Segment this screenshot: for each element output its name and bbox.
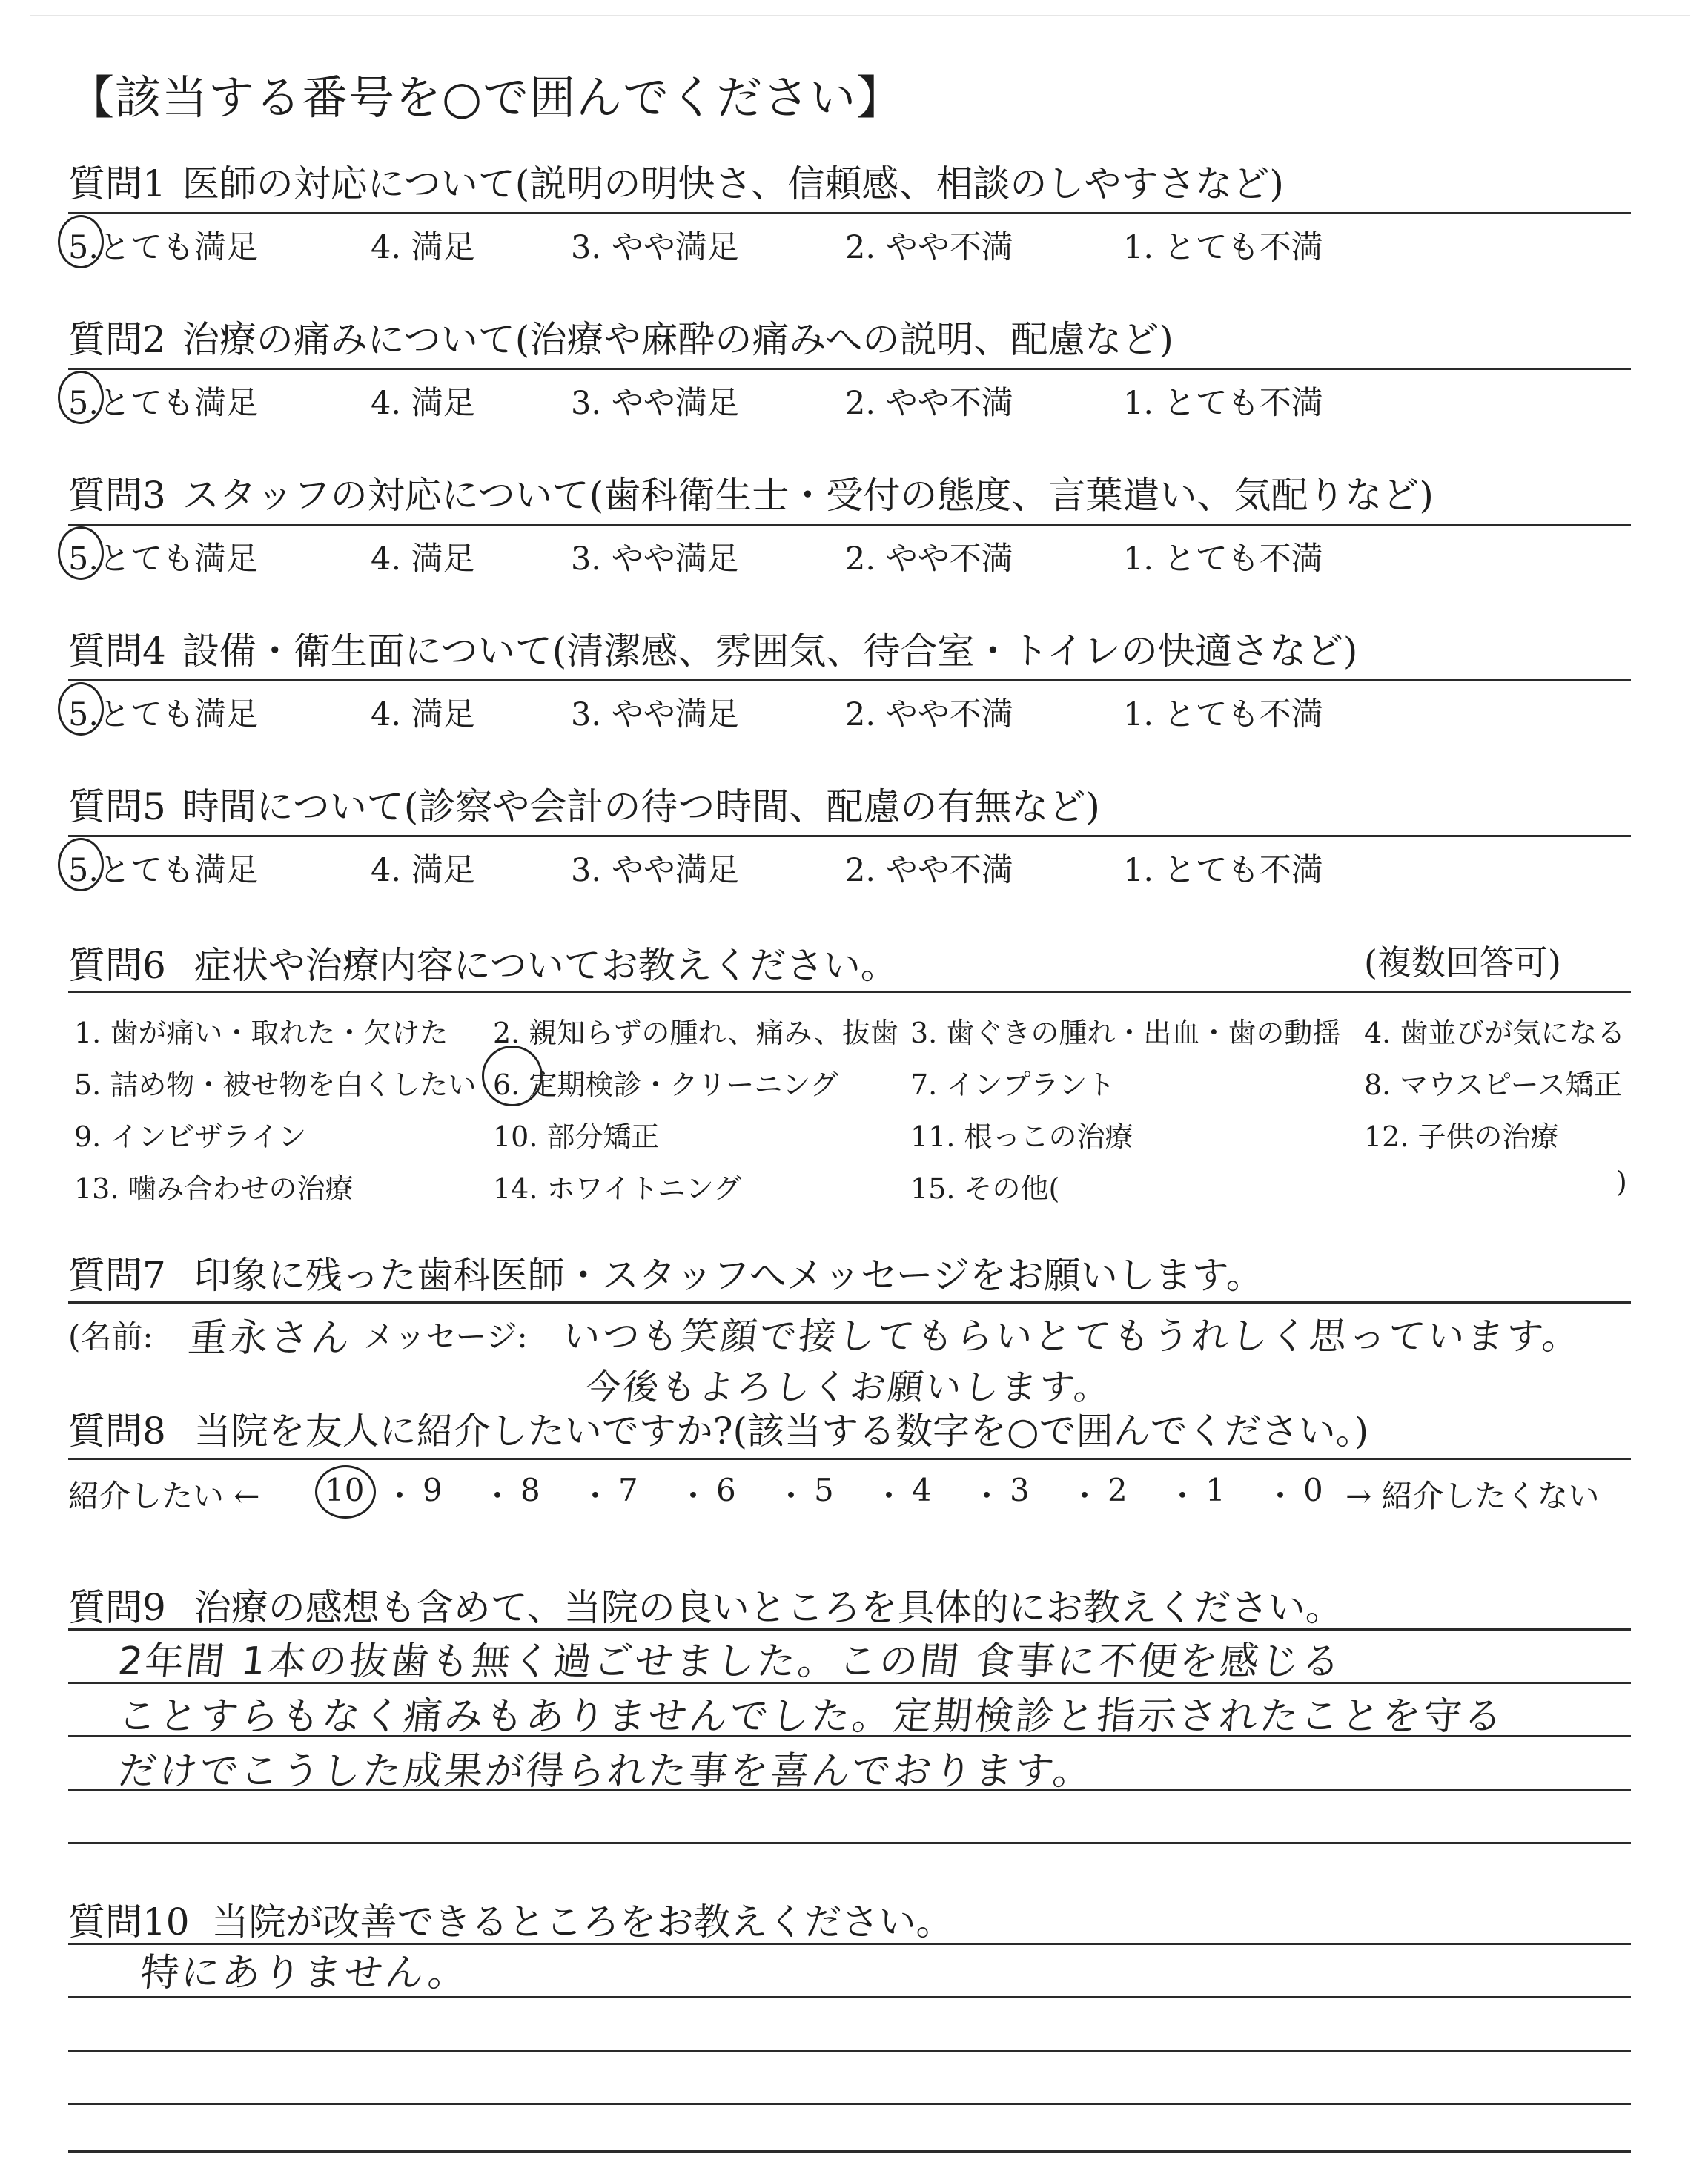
q2-selection-circle xyxy=(58,371,104,424)
q8-scale-separator: ・ xyxy=(1265,1478,1297,1514)
q7-name-label: (名前: xyxy=(68,1318,153,1355)
q4-title xyxy=(68,621,1357,675)
q3-option-2[interactable]: 2. やや不満 xyxy=(845,541,1013,578)
q8-scale-separator: ・ xyxy=(873,1478,905,1514)
q7-title xyxy=(68,1246,1263,1299)
q8-scale-2[interactable]: 2 xyxy=(1108,1472,1128,1508)
q3-title xyxy=(68,466,1434,519)
q4-text: 設備・衛生面について(清潔感、雰囲気、待合室・トイレの快適さなど) xyxy=(182,630,1358,673)
q1-title xyxy=(68,154,1284,208)
q6-option-2[interactable]: 2. 親知らずの腫れ、痛み、抜歯 xyxy=(493,1017,898,1049)
q3-selection-circle xyxy=(58,526,104,580)
q8-scale-separator: ・ xyxy=(775,1478,807,1514)
q2-text: 治療の痛みについて(治療や麻酔の痛みへの説明、配慮など) xyxy=(182,318,1174,361)
q8-scale-7[interactable]: 7 xyxy=(618,1472,638,1508)
page-heading: 【該当する番号を○で囲んでください】 xyxy=(68,70,904,125)
q5-option-5[interactable]: 5.とても満足 xyxy=(68,852,259,889)
q8-scale-separator: ・ xyxy=(580,1478,612,1514)
q3-option-5[interactable]: 5.とても満足 xyxy=(68,541,259,578)
q4-selection-circle xyxy=(58,682,104,736)
q3-rule xyxy=(68,524,1631,526)
q7-label: 質問7 xyxy=(68,1254,166,1297)
q7-message-line2: 今後もよろしくお願いします。 xyxy=(583,1367,1114,1408)
q7-message-label: メッセージ: xyxy=(363,1318,528,1355)
q5-selection-circle xyxy=(58,838,104,891)
q6-label: 質問6 xyxy=(68,944,166,987)
q6-option-1[interactable]: 1. 歯が痛い・取れた・欠けた xyxy=(74,1017,448,1049)
q6-selection-circle xyxy=(482,1046,543,1106)
q1-label: 質問1 xyxy=(68,162,166,205)
q2-option-5[interactable]: 5.とても満足 xyxy=(68,385,259,422)
q3-label: 質問3 xyxy=(68,474,166,517)
q5-label: 質問5 xyxy=(68,785,166,828)
q4-label: 質問4 xyxy=(68,630,166,673)
q3-option-4[interactable]: 4. 満足 xyxy=(371,541,475,578)
q1-option-5[interactable]: 5.とても満足 xyxy=(68,229,259,266)
q8-scale-separator: ・ xyxy=(971,1478,1003,1514)
q3-text: スタッフの対応について(歯科衛生士・受付の態度、言葉遣い、気配りなど) xyxy=(182,474,1434,517)
q8-scale-separator: ・ xyxy=(1167,1478,1199,1514)
q6-option-6[interactable]: 6. 定期検診・クリーニング xyxy=(493,1069,838,1101)
q8-scale-separator: ・ xyxy=(1069,1478,1101,1514)
q8-scale-8[interactable]: 8 xyxy=(520,1472,540,1508)
q10-label: 質問10 xyxy=(68,1900,190,1943)
q1-option-3[interactable]: 3. やや満足 xyxy=(571,229,739,266)
q1-text: 医師の対応について(説明の明快さ、信頼感、相談のしやすさなど) xyxy=(182,162,1284,205)
q9-label: 質問9 xyxy=(68,1586,166,1629)
q7-message-line1: いつも笑顔で接してもらいとてもうれしく思っています。 xyxy=(560,1315,1584,1358)
q6-rule xyxy=(68,991,1631,993)
q3-option-3[interactable]: 3. やや満足 xyxy=(571,541,739,578)
q4-option-1[interactable]: 1. とても不満 xyxy=(1123,696,1323,733)
q7-rule xyxy=(68,1301,1631,1304)
q8-scale-9[interactable]: 9 xyxy=(423,1472,443,1508)
q3-option-1[interactable]: 1. とても不満 xyxy=(1123,541,1323,578)
q9-answer-line2: ことすらもなく痛みもありませんでした。定期検診と指示されたことを守る xyxy=(116,1694,1507,1739)
q2-label: 質問2 xyxy=(68,318,166,361)
q8-label: 質問8 xyxy=(68,1410,166,1453)
q10-rule-4 xyxy=(68,2103,1631,2105)
q6-option-9[interactable]: 9. インビザライン xyxy=(74,1120,307,1153)
q4-option-4[interactable]: 4. 満足 xyxy=(371,696,475,733)
q5-rule xyxy=(68,835,1631,837)
q8-scale-1[interactable]: 1 xyxy=(1205,1472,1225,1508)
q6-note: (複数回答可) xyxy=(1364,942,1561,982)
q6-option-13[interactable]: 13. 噛み合わせの治療 xyxy=(74,1172,354,1205)
q8-scale-4[interactable]: 4 xyxy=(912,1472,932,1508)
q8-scale-separator: ・ xyxy=(678,1478,709,1514)
q2-option-2[interactable]: 2. やや不満 xyxy=(845,385,1013,422)
q6-text: 症状や治療内容についてお教えください。 xyxy=(193,944,898,987)
q5-option-4[interactable]: 4. 満足 xyxy=(371,852,475,889)
q2-option-3[interactable]: 3. やや満足 xyxy=(571,385,739,422)
q6-option-12[interactable]: 12. 子供の治療 xyxy=(1364,1120,1559,1153)
q8-right-label: → 紹介したくない xyxy=(1345,1478,1600,1514)
q5-option-3[interactable]: 3. やや満足 xyxy=(571,852,739,889)
q6-option-3[interactable]: 3. 歯ぐきの腫れ・出血・歯の動揺 xyxy=(910,1017,1341,1049)
q10-text: 当院が改善できるところをお教えください。 xyxy=(211,1900,953,1943)
q8-scale-3[interactable]: 3 xyxy=(1010,1472,1030,1508)
q6-option-11[interactable]: 11. 根っこの治療 xyxy=(910,1120,1133,1153)
q1-rule xyxy=(68,212,1631,214)
q8-scale-separator: ・ xyxy=(482,1478,514,1514)
q6-title xyxy=(68,936,898,989)
q6-option-4[interactable]: 4. 歯並びが気になる xyxy=(1364,1017,1626,1049)
q2-option-1[interactable]: 1. とても不満 xyxy=(1123,385,1323,422)
q8-selection-circle xyxy=(315,1465,376,1519)
q10-rule-5 xyxy=(68,2150,1631,2153)
q1-option-2[interactable]: 2. やや不満 xyxy=(845,229,1013,266)
q7-text: 印象に残った歯科医師・スタッフへメッセージをお願いします。 xyxy=(193,1254,1263,1297)
q1-option-4[interactable]: 4. 満足 xyxy=(371,229,475,266)
q10-answer: 特にありません。 xyxy=(138,1951,471,1995)
q6-option-8[interactable]: 8. マウスピース矯正 xyxy=(1364,1069,1622,1101)
q2-rule xyxy=(68,368,1631,370)
q5-text: 時間について(診察や会計の待つ時間、配慮の有無など) xyxy=(182,785,1100,828)
q7-name-value: 重永さん xyxy=(186,1316,354,1361)
q4-option-2[interactable]: 2. やや不満 xyxy=(845,696,1013,733)
q5-option-1[interactable]: 1. とても不満 xyxy=(1123,852,1323,889)
q4-rule xyxy=(68,679,1631,681)
q8-scale-6[interactable]: 6 xyxy=(716,1472,736,1508)
q2-title xyxy=(68,310,1174,363)
q8-scale-5[interactable]: 5 xyxy=(814,1472,834,1508)
q6-option-16: ) xyxy=(1616,1166,1627,1198)
q1-selection-circle xyxy=(58,215,104,268)
q8-scale-separator: ・ xyxy=(384,1478,416,1514)
q6-option-14[interactable]: 14. ホワイトニング xyxy=(493,1172,742,1205)
q8-left-label: 紹介したい ← xyxy=(68,1478,260,1514)
q8-title xyxy=(68,1401,1368,1455)
q4-option-3[interactable]: 3. やや満足 xyxy=(571,696,739,733)
q8-text: 当院を友人に紹介したいですか?(該当する数字を○で囲んでください。) xyxy=(193,1410,1369,1453)
q9-title xyxy=(68,1578,1343,1631)
q9-answer-line3: だけでこうした成果が得られた事を喜んでおります。 xyxy=(116,1749,1096,1794)
q9-rule-5 xyxy=(68,1842,1631,1844)
page-top-edge xyxy=(30,15,1690,16)
q6-option-15[interactable]: 15. その他( xyxy=(910,1172,1060,1205)
q6-option-5[interactable]: 5. 詰め物・被せ物を白くしたい xyxy=(74,1069,477,1101)
q1-option-1[interactable]: 1. とても不満 xyxy=(1123,229,1323,266)
q8-scale-10[interactable]: 10 xyxy=(325,1472,365,1508)
q4-option-5[interactable]: 5.とても満足 xyxy=(68,696,259,733)
q10-rule-3 xyxy=(68,2050,1631,2052)
q5-title xyxy=(68,777,1100,830)
q8-scale-0[interactable]: 0 xyxy=(1303,1472,1323,1508)
q6-option-7[interactable]: 7. インプラント xyxy=(910,1069,1116,1101)
q6-option-10[interactable]: 10. 部分矯正 xyxy=(493,1120,660,1153)
q9-answer-line1: 2年間 1本の抜歯も無く過ごせました。この間 食事に不便を感じる xyxy=(116,1639,1345,1684)
q9-text: 治療の感想も含めて、当院の良いところを具体的にお教えください。 xyxy=(193,1586,1343,1629)
q10-title xyxy=(68,1892,953,1946)
q5-option-2[interactable]: 2. やや不満 xyxy=(845,852,1013,889)
q8-rule xyxy=(68,1458,1631,1460)
q2-option-4[interactable]: 4. 満足 xyxy=(371,385,475,422)
